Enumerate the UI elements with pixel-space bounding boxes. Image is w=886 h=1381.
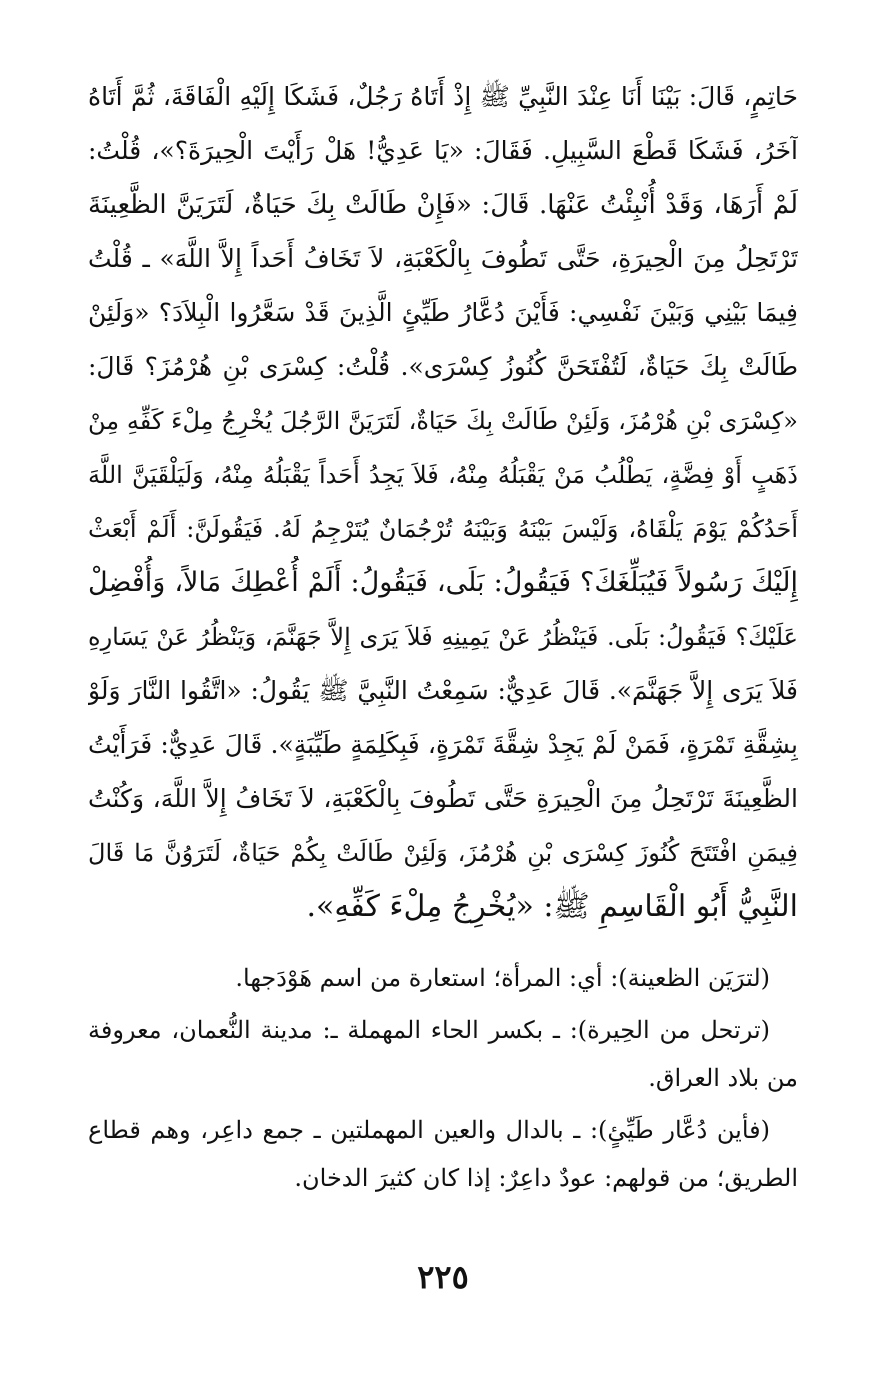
text-line-3: لَمْ أَرَهَا، وَقَدْ أُنْبِئْتُ عَنْهَا. قَالَ: «فَإِنْ طَالَتْ بِكَ حَيَاةٌ، لَتَرَيَنَّ الظَّعِينَةَ bbox=[88, 190, 798, 220]
text-line-7: «كِسْرَى بْنِ هُرْمُزَ، وَلَئِنْ طَالَتْ بِكَ حَيَاةٌ، لَتَرَيَنَّ الرَّجُلَ يُخْرِجُ مِلْءَ كَفِّهِ مِنْ bbox=[88, 407, 798, 435]
text-line-1: حَاتِمٍ، قَالَ: بَيْنَا أَنَا عِنْدَ النَّبِيِّ ﷺ إِذْ أَتَاهُ رَجُلٌ، فَشَكَا إِلَيْهِ الْفَاقَةَ، ثُمَّ أَتَاهُ bbox=[88, 82, 798, 111]
footnote-1: (لترَيَن الظعينة): أي: المرأة؛ استعارة من اسم هَوْدَجها. bbox=[235, 964, 770, 992]
text-line-5: فِيمَا بَيْنِي وَبَيْنَ نَفْسِي: فَأَيْنَ دُعَّارُ طَيِّئٍ الَّذِينَ قَدْ سَعَّرُوا الْبِلاَدَ؟ «وَلَئِنْ bbox=[88, 298, 798, 327]
text-line-4: تَرْتَحِلُ مِنَ الْحِيرَةِ، حَتَّى تَطُوفَ بِالْكَعْبَةِ، لاَ تَخَافُ أَحَداً إِلاَّ اللَّهَ» ـ قُلْتُ bbox=[88, 244, 798, 273]
text-line-2: آخَرُ، فَشَكَا قَطْعَ السَّبِيلِ. فَقَالَ: «يَا عَدِيُّ! هَلْ رَأَيْتَ الْحِيرَةَ؟»، قُلْتُ: bbox=[88, 136, 798, 165]
text-line-16: النَّبِيُّ أَبُو الْقَاسِمِ ﷺ: «يُخْرِجُ مِلْءَ كَفِّهِ». bbox=[306, 889, 798, 924]
text-line-12: فَلاَ يَرَى إِلاَّ جَهَنَّمَ». قَالَ عَدِيٌّ: سَمِعْتُ النَّبِيَّ ﷺ يَقُولُ: «اتَّقُوا النَّارَ وَلَوْ bbox=[88, 676, 798, 705]
text-line-13: بِشِقَّةِ تَمْرَةٍ، فَمَنْ لَمْ يَجِدْ شِقَّةَ تَمْرَةٍ، فَبِكَلِمَةٍ طَيِّبَةٍ». قَالَ عَدِيٌّ: فَرَأَيْتُ bbox=[88, 730, 798, 759]
text-line-15: فِيمَنِ افْتَتَحَ كُنُوزَ كِسْرَى بْنِ هُرْمُزَ، وَلَئِنْ طَالَتْ بِكُمْ حَيَاةٌ، لَتَرَوُنَّ مَا قَالَ bbox=[88, 839, 798, 867]
text-line-9: أَحَدُكُمْ يَوْمَ يَلْقَاهُ، وَلَيْسَ بَيْنَهُ وَبَيْنَهُ تُرْجُمَانٌ يُتَرْجِمُ لَهُ. فَيَقُولَنَّ: أَلَمْ أَبْعَثْ bbox=[88, 515, 798, 543]
text-line-14: الظَّعِينَةَ تَرْتَحِلُ مِنَ الْحِيرَةِ حَتَّى تَطُوفَ بِالْكَعْبَةِ، لاَ تَخَافُ إِلاَّ اللَّهَ، وَكُنْتُ bbox=[88, 784, 798, 813]
page-number: ٢٢٥ bbox=[417, 1258, 469, 1296]
text-line-10: إِلَيْكَ رَسُولاً فَيُبَلِّغَكَ؟ فَيَقُولُ: بَلَى، فَيَقُولُ: أَلَمْ أُعْطِكَ مَالاً، وَأُفْضِلْ bbox=[88, 567, 798, 598]
text-line-6: طَالَتْ بِكَ حَيَاةٌ، لَتُفْتَحَنَّ كُنُوزُ كِسْرَى». قُلْتُ: كِسْرَى بْنِ هُرْمُزَ؟ قَالَ: bbox=[88, 352, 798, 381]
footnotes bbox=[88, 954, 798, 1202]
text-line-11: عَلَيْكَ؟ فَيَقُولُ: بَلَى. فَيَنْظُرُ عَنْ يَمِينِهِ فَلاَ يَرَى إِلاَّ جَهَنَّمَ، وَيَنْظُرُ عَنْ يَسَارِهِ bbox=[88, 623, 798, 651]
hadith-text bbox=[88, 70, 798, 934]
text-line-8: ذَهَبٍ أَوْ فِضَّةٍ، يَطْلُبُ مَنْ يَقْبَلُهُ مِنْهُ، فَلاَ يَجِدُ أَحَداً يَقْبَلُهُ مِنْهُ، وَلَيَلْقَيَنَّ اللَّهَ bbox=[88, 461, 798, 489]
footnote-3: (فأين دُعَّار طَيِّئٍ): ـ بالدال والعين المهملتين ـ جمع داعِر، وهم قطاع الطريق؛ من قولهم: عودٌ داعِرٌ: إذا كان كثيرَ الدخان. bbox=[88, 1116, 798, 1192]
footnote-2: (ترتحل من الحِيرة): ـ بكسر الحاء المهملة ـ: مدينة النُّعمان، معروفة من بلاد العراق. bbox=[88, 1016, 798, 1092]
